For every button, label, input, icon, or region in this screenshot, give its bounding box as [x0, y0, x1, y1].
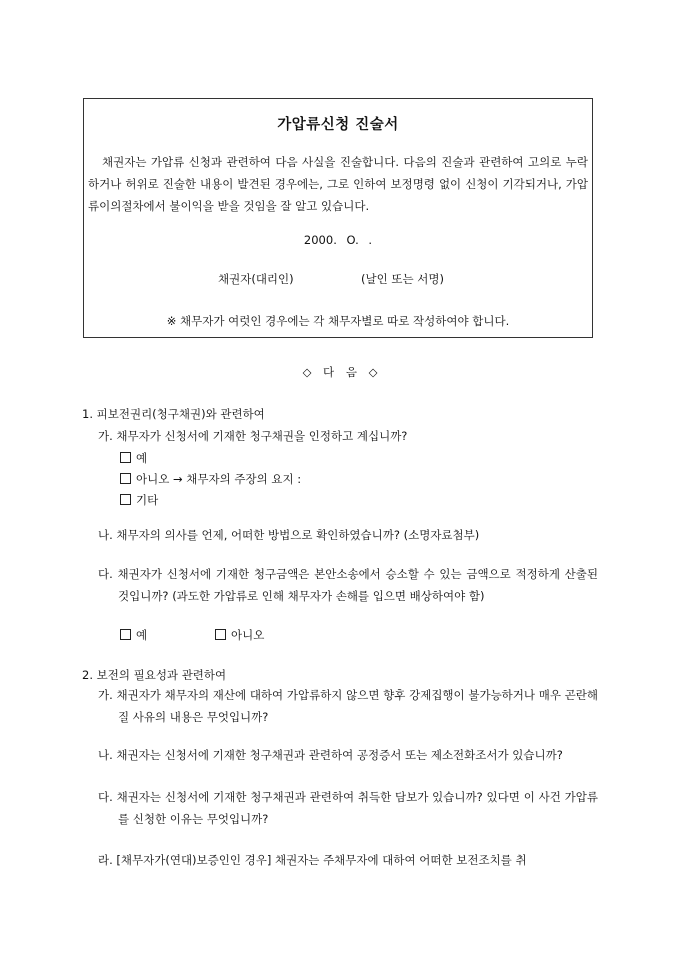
document-title: 가압류신청 진술서: [277, 117, 399, 133]
q1b-question: 나. 채무자의 의사를 언제, 어떠한 방법으로 확인하였습니까? (소명자료첨부): [98, 528, 480, 542]
q1a-question: 가. 채무자가 신청서에 기재한 청구채권을 인정하고 계십니까?: [98, 429, 408, 443]
q1a-option-yes[interactable]: [120, 450, 147, 466]
q1c-option-yes[interactable]: [120, 627, 147, 643]
statement-paragraph: [88, 151, 588, 217]
note-text: ※ 채무자가 여럿인 경우에는 각 채무자별로 따로 작성하여야 합니다.: [166, 314, 510, 328]
q2b-question: 나. 채권자는 신청서에 기재한 청구채권과 관련하여 공정증서 또는 제소전화조서가 있습니까?: [98, 748, 563, 762]
checkbox-yes[interactable]: [120, 452, 131, 463]
section2-title: 2. 보전의 필요성과 관련하여: [82, 668, 227, 682]
checkbox-no[interactable]: [120, 473, 131, 484]
q1a-no-label: 아니오 → 채무자의 주장의 요지 :: [136, 472, 302, 486]
q2c-question: 다. 채권자는 신청서에 기재한 청구채권과 관련하여 취득한 담보가 있습니까? 있다면 이 사건 가압류를 신청한 이유는 무엇입니까?: [98, 790, 598, 826]
checkbox-no[interactable]: [215, 629, 226, 640]
section-heading: ◇ 다 음 ◇: [302, 365, 378, 379]
section1-title: 1. 피보전권리(청구채권)와 관련하여: [82, 407, 265, 421]
q1c-option-no[interactable]: [215, 627, 264, 643]
statement-box: [83, 98, 593, 338]
q1a-option-other[interactable]: [120, 492, 158, 508]
q2d-question: 라. [채무자가(연대)보증인인 경우] 채권자는 주채무자에 대하여 어떠한 보전조치를 취: [98, 853, 527, 867]
checkbox-yes[interactable]: [120, 629, 131, 640]
q1c-yes-label: 예: [136, 628, 148, 642]
q1a-option-no[interactable]: [120, 471, 301, 487]
q1a-yes-label: 예: [136, 451, 148, 465]
q1c-question: 다. 채권자가 신청서에 기재한 청구금액은 본안소송에서 승소할 수 있는 금액으로 적정하게 산출된 것입니까? (과도한 가압류로 인해 채무자가 손해를 입으면 배상하여야 함): [98, 567, 598, 603]
q1a-other-label: 기타: [136, 493, 159, 507]
statement-text: 채권자는 가압류 신청과 관련하여 다음 사실을 진술합니다. 다음의 진술과 관련하여 고의로 누락하거나 허위로 진술한 내용이 발견된 경우에는, 그로 인하여 보정명령 없이 신청이 기각되거나, 가압류이의절차에서 불이익을 받을 것임을 잘 알고 있습니다.: [88, 155, 588, 213]
q1c-no-label: 아니오: [231, 628, 265, 642]
date-line: 2000. O. .: [303, 233, 373, 247]
seal-label: (날인 또는 서명): [361, 272, 444, 286]
signer-label: 채권자(대리인): [218, 272, 294, 286]
checkbox-other[interactable]: [120, 494, 131, 505]
q2a-question: 가. 채권자가 채무자의 재산에 대하여 가압류하지 않으면 향후 강제집행이 불가능하거나 매우 곤란해질 사유의 내용은 무엇입니까?: [98, 688, 598, 724]
